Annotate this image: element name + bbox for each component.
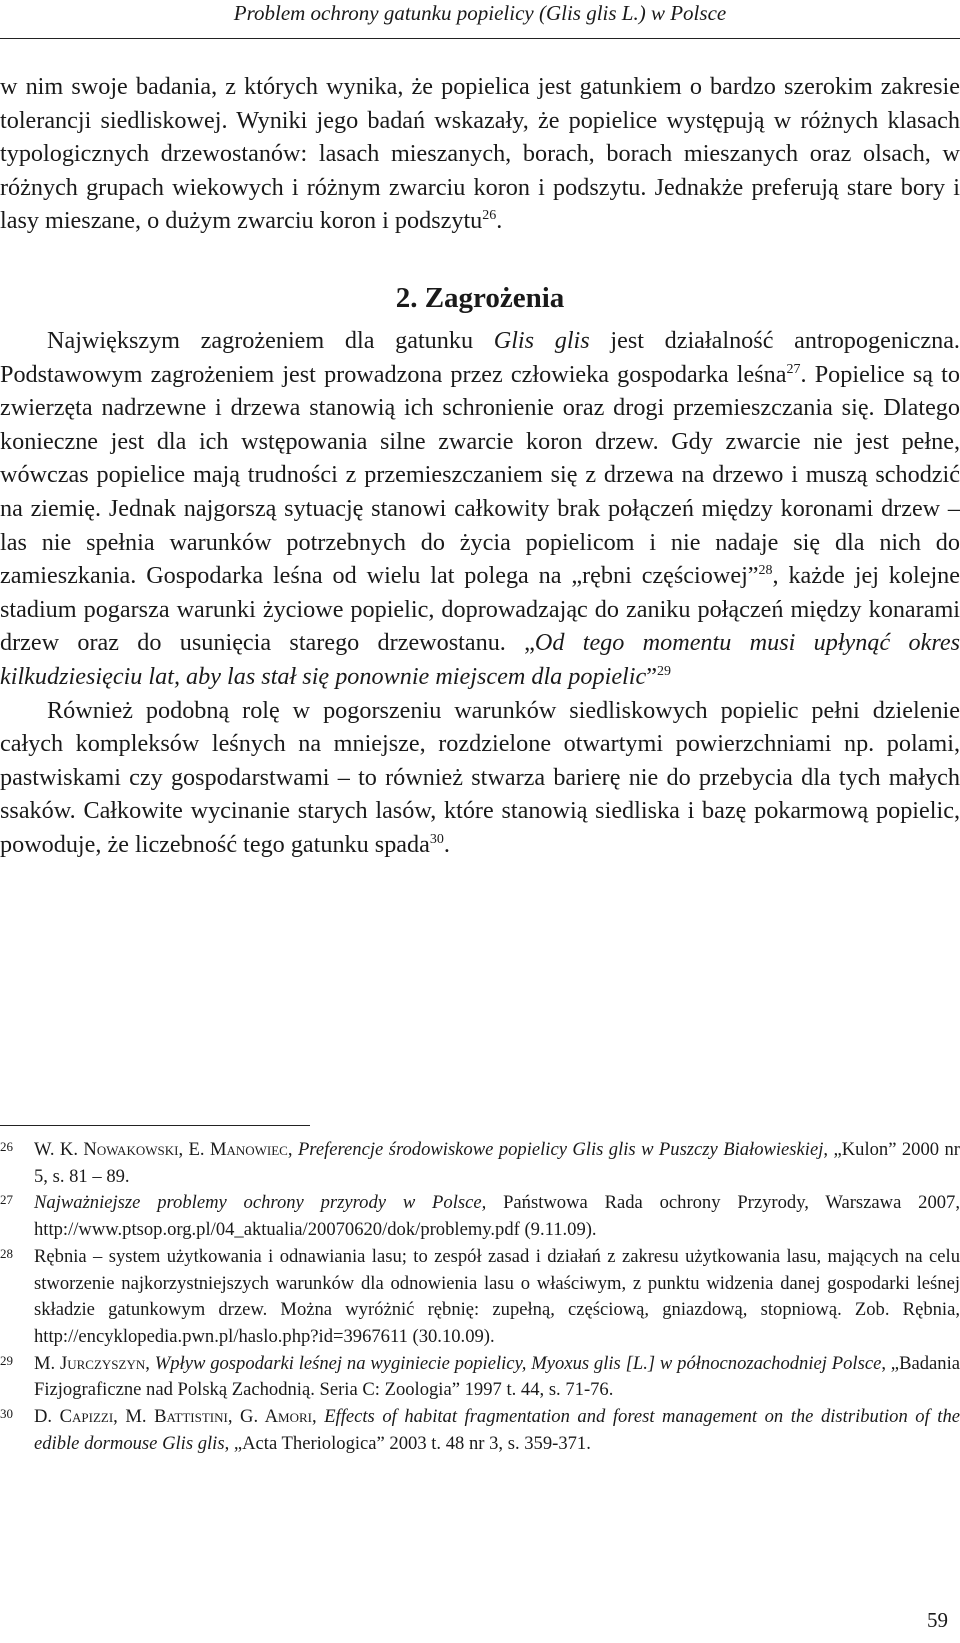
footnote-27 xyxy=(0,1190,960,1243)
footnote-text xyxy=(34,1137,960,1190)
footnote-number: 27 xyxy=(0,1192,13,1208)
page-number: 59 xyxy=(927,1608,948,1632)
paragraph-2-text-d: , każde jej kolejne stadium pogarsza warunki życiowe popielic, doprowadzając do zaniku połączeń między konarami drzew oraz do usunięcia starego drzewostanu. „ xyxy=(0,562,960,657)
footnote-rule xyxy=(0,1125,310,1126)
section-heading: 2. Zagrożenia xyxy=(395,281,565,314)
paragraph-3 xyxy=(0,694,960,862)
paragraph-1-text: w nim swoje badania, z których wynika, że popielica jest gatunkiem o bardzo szerokim zakresie tolerancji siedliskowej. Wyniki jego badań wskazały, że popielice występują w różnych klasach typologicznych drzewostanów: lasach mieszanych, borach, borach mieszanych oraz olsach, w różnych grupach wiekowych i różnym zwarciu koron i podszytu. Jednakże preferują stare bory i lasy mieszane, o dużym zwarciu koron i podszytu xyxy=(0,73,960,235)
footnote-text xyxy=(34,1244,960,1351)
quotation: Od tego momentu musi upłynąć okres kilkudziesięciu lat, aby las stał się ponownie miejscem dla popielic xyxy=(0,629,960,690)
footnote-sep: , xyxy=(312,1406,325,1428)
body-text xyxy=(0,70,960,861)
footnote-ref-30[interactable]: 30 xyxy=(429,831,444,847)
footnotes xyxy=(0,1137,960,1457)
header-rule xyxy=(0,38,960,39)
footnote-number: 26 xyxy=(0,1139,13,1154)
footnote-ref-29[interactable]: 29 xyxy=(656,663,671,679)
footnote-sep: , xyxy=(287,1139,298,1160)
footnote-ref-28[interactable]: 28 xyxy=(758,563,773,579)
footnote-26 xyxy=(0,1137,960,1190)
footnote-source: , „Kulon” 2000 nr 5, s. 81 – 89. xyxy=(34,1139,960,1187)
footnote-title: Najważniejsze problemy ochrony przyrody w Polsce, xyxy=(34,1192,487,1214)
paragraph-2-text-a: Największym zagrożeniem dla gatunku xyxy=(47,326,494,354)
running-head: Problem ochrony gatunku popielicy (Glis glis L.) w Polsce xyxy=(233,1,727,25)
footnote-source: Rębnia – system użytkowania i odnawiania lasu; to zespół zasad i działań z zakresu użytkowania lasu, mających na celu stworzenie najkorzystniejszych warunków dla odnowienia lasu o właściwym, z punktu widzenia danej gospodarki leśnej składzie gatunkowym drzew. Można wyróżnić rębnię: zupełną, częściową, gniazdową, stopniową. Zob. Rębnia, http://encyklopedia.pwn.pl/haslo.php?id=3967611 (30.10.09). xyxy=(34,1245,960,1347)
footnote-text xyxy=(34,1190,960,1243)
footnote-number: 30 xyxy=(0,1406,13,1422)
footnote-title: Effects of habitat fragmentation and forest management on the distribution of the edible dormouse Glis glis xyxy=(34,1406,960,1454)
footnote-30 xyxy=(0,1404,960,1457)
paragraph-1-end: . xyxy=(496,207,503,235)
footnote-28 xyxy=(0,1244,960,1351)
footnote-author: W. K. Nowakowski, E. Manowiec xyxy=(34,1139,288,1160)
footnote-source: , „Acta Theriologica” 2003 t. 48 nr 3, s. 359-371. xyxy=(224,1432,591,1454)
paragraph-2 xyxy=(0,324,960,694)
footnote-number: 29 xyxy=(0,1352,13,1368)
footnote-number: 28 xyxy=(0,1245,13,1261)
footnote-source: Państwowa Rada ochrony Przyrody, Warszawa 2007, http://www.ptsop.org.pl/04_aktualia/20070620/dok/problemy.pdf (9.11.09). xyxy=(34,1192,960,1241)
paragraph-3-end: . xyxy=(443,830,450,858)
paragraph-1 xyxy=(0,70,960,238)
paragraph-3-text: Również podobną rolę w pogorszeniu warunków siedliskowych popielic pełni dzielenie całych kompleksów leśnych na mniejsze, rozdzielone otwartymi powierzchniami np. polami, pastwiskami czy gospodarstwami – to również stwarza barierę nie do przebycia dla tych małych ssaków. Całkowite wycinanie starych lasów, które stanowią siedliska i bazę pokarmową popielic, powoduje, że liczebność tego gatunku spada xyxy=(0,696,960,858)
footnote-title: Preferencje środowiskowe popielicy Glis glis w Puszczy Białowieskiej xyxy=(297,1139,824,1160)
footnote-ref-26[interactable]: 26 xyxy=(482,208,497,224)
footnote-text xyxy=(34,1404,960,1457)
footnote-sep: , xyxy=(145,1352,155,1374)
footnote-29 xyxy=(0,1351,960,1404)
quotation-close: ” xyxy=(646,662,657,690)
footnote-source: , „Badania Fizjograficzne nad Polską Zachodnią. Seria C: Zoologia” 1997 t. 44, s. 71-76. xyxy=(34,1352,960,1401)
footnote-title: Wpływ gospodarki leśnej na wyginiecie popielicy, Myoxus glis [L.] w północnozachodniej Polsce xyxy=(154,1352,882,1374)
paragraph-2-text-c: . Popielice są to zwierzęta nadrzewne i drzewa stanowią ich schronienie oraz drogi przemieszczania się. Dlatego konieczne jest dla ich wstępowania silne zwarcie koron drzew. Gdy zwarcie nie jest pełne, wówczas popielice mają trudności z przemieszczaniem się z drzewa na drzewo i muszą schodzić na ziemię. Jednak najgorszą sytuację stanowi całkowity brak połączeń między koronami drzew – las nie spełnia warunków potrzebnych do życia popielicom i nie nadaje się dla nich do zamieszkania. Gospodarka leśna od wielu lat polega na „rębni częściowej” xyxy=(0,360,960,590)
species-name: Glis glis xyxy=(493,326,590,354)
footnote-author: D. Capizzi, M. Battistini, G. Amori xyxy=(34,1406,312,1428)
footnote-author: M. Jurczyszyn xyxy=(34,1352,146,1374)
footnote-ref-27[interactable]: 27 xyxy=(786,361,801,377)
footnote-text xyxy=(34,1351,960,1404)
paragraph-2-text-b: jest działalność antropogeniczna. Podstawowym zagrożeniem jest prowadzona przez człowieka gospodarka leśna xyxy=(0,326,960,388)
